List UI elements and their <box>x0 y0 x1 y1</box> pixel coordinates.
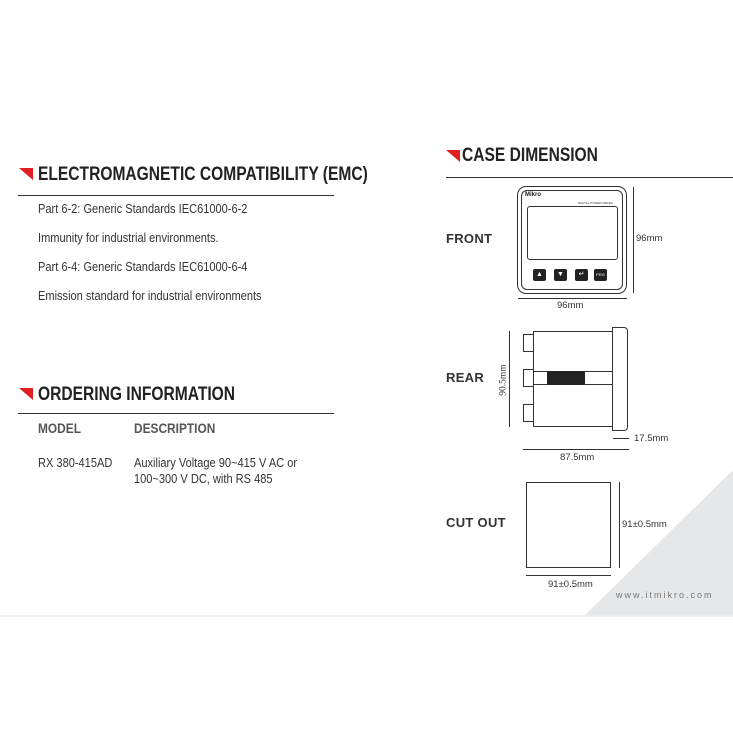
up-key: ▲ <box>533 269 546 281</box>
column-header-description: DESCRIPTION <box>134 420 216 436</box>
description-cell: 100~300 V DC, with RS 485 <box>134 471 273 486</box>
section-marker-icon <box>19 388 33 400</box>
case-heading: CASE DIMENSION <box>462 145 598 166</box>
section-marker-icon <box>446 150 460 162</box>
brand-logo: Mikro <box>525 192 542 198</box>
column-header-model: MODEL <box>38 420 81 436</box>
divider <box>18 195 334 196</box>
display-screen <box>527 206 618 260</box>
description-cell: Auxiliary Voltage 90~415 V AC or <box>134 455 298 470</box>
section-marker-icon <box>19 168 33 180</box>
emc-line: Part 6-4: Generic Standards IEC61000-6-4 <box>38 259 248 274</box>
emc-line: Emission standard for industrial environments <box>38 288 262 303</box>
divider <box>446 177 733 178</box>
divider <box>18 413 334 414</box>
device-name: DIGITAL POWER METER <box>578 201 613 205</box>
front-height-dimension: 96mm <box>636 233 663 244</box>
model-cell: RX 380-415AD <box>38 455 113 470</box>
cutout-height-dimension: 91±0.5mm <box>622 519 667 530</box>
cutout-width-dimension: 91±0.5mm <box>548 579 593 590</box>
rear-label: REAR <box>446 370 485 385</box>
emc-line: Immunity for industrial environments. <box>38 230 219 245</box>
rear-depth-dimension: 87.5mm <box>560 452 595 463</box>
enter-key: ↵ <box>575 269 588 281</box>
bezel-dimension: 17.5mm <box>634 433 669 444</box>
program-key: PRG <box>594 269 607 281</box>
front-label: FRONT <box>446 231 493 246</box>
down-key: ▼ <box>554 269 567 281</box>
emc-heading: ELECTROMAGNETIC COMPATIBILITY (EMC) <box>38 164 368 185</box>
rear-height-dimension: 90.5mm <box>498 364 509 396</box>
emc-line: Part 6-2: Generic Standards IEC61000-6-2 <box>38 201 248 216</box>
website-link[interactable]: www.itmikro.com <box>616 590 714 600</box>
front-width-dimension: 96mm <box>557 300 584 311</box>
cutout-label: CUT OUT <box>446 515 506 530</box>
ordering-heading: ORDERING INFORMATION <box>38 384 236 405</box>
